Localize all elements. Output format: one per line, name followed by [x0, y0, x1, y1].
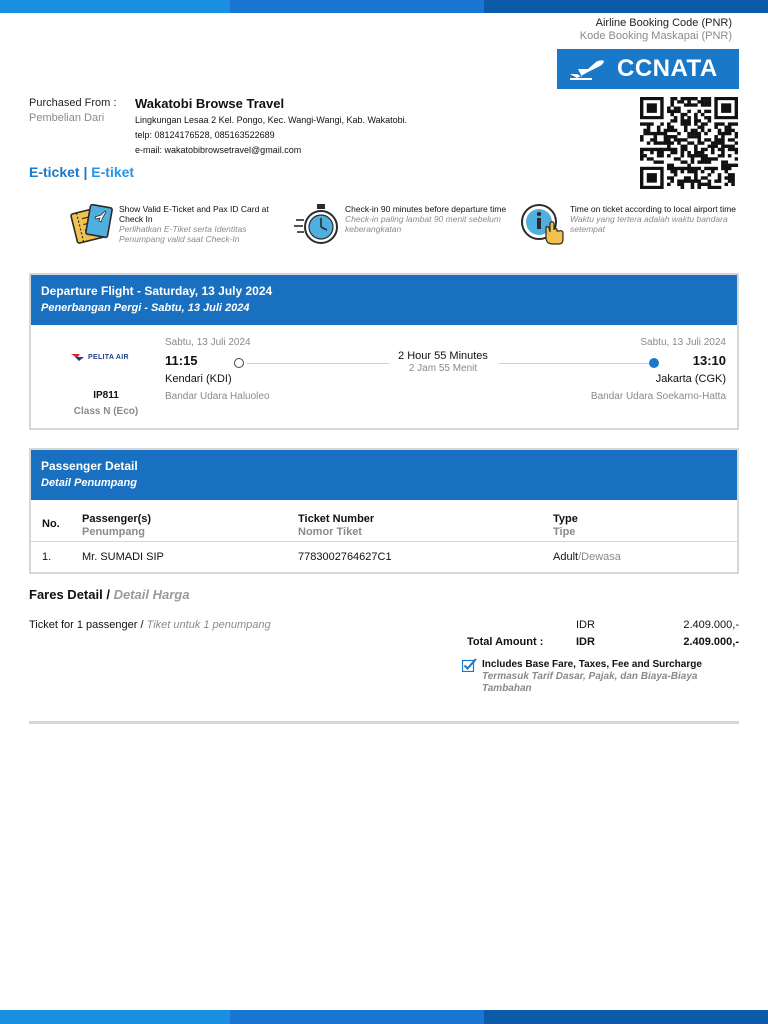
notice-local-time-id: Waktu yang tertera adalah waktu bandara setempat	[570, 214, 728, 234]
passenger-heading-id: Detail Penumpang	[41, 477, 137, 489]
checkbox-checked-icon	[462, 658, 477, 672]
column-type-en: Type	[553, 513, 578, 525]
passenger-table	[31, 504, 737, 572]
qr-code	[640, 97, 738, 189]
passenger-table-header	[31, 504, 737, 542]
purchased-from-label: Purchased From :	[29, 97, 117, 109]
flight-details	[31, 325, 737, 429]
arrival-airport: Bandar Udara Soekarno-Hatta	[590, 391, 726, 402]
column-ticket-en: Ticket Number	[298, 513, 375, 525]
pnr-code-box	[557, 49, 739, 89]
fare-line-en: Ticket for 1 passenger /	[29, 619, 144, 631]
fares-title-id: Detail Harga	[113, 587, 190, 602]
notice-id-card	[68, 200, 288, 250]
travel-notices	[68, 200, 740, 260]
pnr-label-en: Airline Booking Code (PNR)	[595, 17, 732, 29]
top-bar-segment	[0, 0, 230, 13]
route-line	[247, 363, 389, 364]
fare-amount: 2.409.000,-	[683, 619, 739, 631]
pelita-air-bird-icon	[71, 352, 85, 362]
arrival-dot	[649, 358, 659, 368]
passenger-panel-header	[31, 450, 737, 500]
fare-line-id: Tiket untuk 1 penumpang	[146, 619, 271, 631]
notice-check-in-time-en: Check-in 90 minutes before departure time	[345, 204, 507, 214]
top-color-bar	[0, 0, 768, 13]
airplane-takeoff-icon	[557, 49, 617, 89]
e-ticket-label-en: E-ticket	[29, 164, 80, 180]
table-row	[31, 542, 737, 572]
notice-check-in-time-id: Check-in paling lambat 90 menit sebelum keberangkatan	[345, 214, 501, 234]
arrival-date: Sabtu, 13 Juli 2024	[640, 337, 726, 348]
flight-panel-header	[31, 275, 737, 325]
fare-line-label	[29, 619, 271, 631]
flight-class: Class N (Eco)	[73, 406, 139, 417]
agent-phone: telp: 08124176528, 085163522689	[135, 130, 275, 140]
passenger-type-id: /Dewasa	[578, 551, 621, 563]
column-passenger-id: Penumpang	[82, 526, 145, 538]
flight-number: IP811	[93, 390, 119, 401]
ticket-number: 7783002764627C1	[298, 551, 392, 563]
boarding-pass-icon	[68, 202, 116, 246]
passenger-type	[553, 551, 621, 563]
fare-includes-note	[482, 658, 742, 695]
departure-dot	[234, 358, 244, 368]
passenger-heading-en: Passenger Detail	[41, 459, 138, 473]
column-type	[553, 513, 578, 539]
fares-title	[29, 587, 189, 602]
column-passenger	[82, 513, 151, 539]
departure-flight-panel	[29, 273, 739, 430]
pnr-label-block	[580, 17, 732, 43]
total-amount-label: Total Amount :	[467, 636, 544, 648]
agent-address: Lingkungan Lesaa 2 Kel. Pongo, Kec. Wangi-Wangi, Kab. Wakatobi.	[135, 115, 408, 125]
arrival-city: Jakarta (CGK)	[655, 373, 726, 385]
departure-time: 11:15	[165, 353, 198, 368]
notice-id-card-en: Show Valid E-Ticket and Pax ID Card at Check In	[119, 204, 269, 224]
notice-id-card-id: Perlihatkan E-Tiket serta Identitas Penumpang valid saat Check-In	[119, 224, 247, 244]
passenger-detail-panel	[29, 448, 739, 574]
column-passenger-en: Passenger(s)	[82, 513, 152, 525]
includes-en: Includes Base Fare, Taxes, Fee and Surcharge	[482, 659, 702, 670]
includes-id: Termasuk Tarif Dasar, Pajak, dan Biaya-Biaya Tambahan	[482, 671, 698, 694]
e-ticket-separator: |	[83, 164, 88, 180]
duration-en: 2 Hour 55 Minutes	[398, 350, 488, 362]
fare-currency: IDR	[576, 619, 595, 631]
bottom-color-bar	[0, 1010, 768, 1024]
fares-title-en: Fares Detail /	[29, 587, 110, 602]
departure-date: Sabtu, 13 Juli 2024	[165, 337, 251, 348]
info-touch-icon	[519, 202, 567, 246]
flight-heading-en: Departure Flight - Saturday, 13 July 2024	[41, 284, 273, 298]
passenger-no: 1.	[42, 551, 52, 563]
notice-local-time	[519, 200, 739, 250]
divider	[29, 721, 739, 724]
agent-details	[135, 96, 495, 158]
top-bar-segment	[484, 0, 768, 13]
notice-check-in-time	[294, 200, 514, 250]
purchased-from-label-id: Pembelian Dari	[29, 112, 105, 124]
stopwatch-icon	[294, 202, 342, 246]
flight-duration	[388, 350, 498, 375]
duration-id: 2 Jam 55 Menit	[408, 363, 478, 374]
airline-logo	[71, 350, 141, 364]
airline-name: PELITA AIR	[88, 353, 129, 361]
passenger-type-en: Adult	[553, 551, 579, 563]
pnr-code: CCNATA	[617, 55, 718, 82]
column-ticket	[298, 513, 374, 539]
bottom-bar-segment	[484, 1010, 768, 1024]
arrival-time: 13:10	[692, 353, 726, 368]
bottom-bar-segment	[0, 1010, 230, 1024]
agent-email: e-mail: wakatobibrowsetravel@gmail.com	[135, 145, 302, 155]
departure-city: Kendari (KDI)	[165, 373, 232, 385]
e-ticket-heading	[29, 164, 134, 180]
top-bar-segment	[230, 0, 484, 13]
bottom-bar-segment	[230, 1010, 484, 1024]
column-type-id: Tipe	[553, 526, 576, 538]
passenger-name: Mr. SUMADI SIP	[82, 551, 164, 563]
departure-airport: Bandar Udara Haluoleo	[165, 391, 270, 402]
route-line	[499, 363, 649, 364]
column-no: No.	[42, 518, 60, 530]
total-currency: IDR	[576, 636, 595, 648]
total-amount: 2.409.000,-	[683, 636, 739, 648]
flight-heading-id: Penerbangan Pergi - Sabtu, 13 Juli 2024	[41, 302, 250, 314]
column-ticket-id: Nomor Tiket	[298, 526, 362, 538]
agent-name: Wakatobi Browse Travel	[135, 96, 285, 111]
pnr-label-id: Kode Booking Maskapai (PNR)	[579, 30, 732, 42]
notice-local-time-en: Time on ticket according to local airport time	[570, 204, 736, 214]
e-ticket-label-id: E-tiket	[91, 164, 135, 180]
